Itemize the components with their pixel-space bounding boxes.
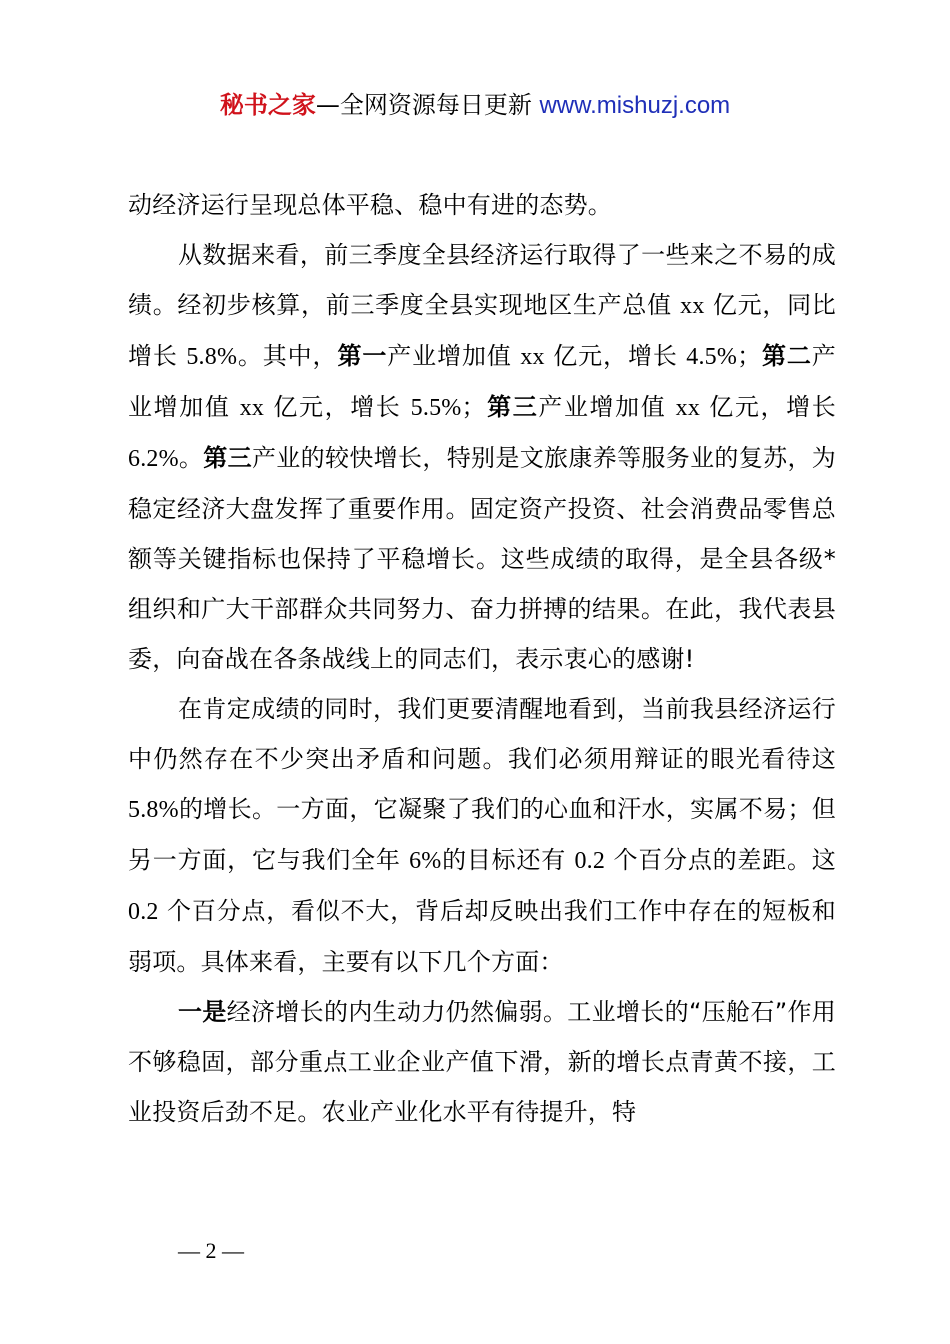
text-run: 产业的较快增长，特别是文旅康养等服务业的复苏，为稳定经济大盘发挥了重要作用。固定资产投资、社会消费品零售总额等关键指标也保持了平稳增长。这些成绩的取得，是全县各级*组织和广大干部群众共同努力、奋力拼搏的结果。在此，我代表县委，向奋战在各条战线上的同志们，表示衷心的感谢! (128, 444, 836, 673)
number-run: xx (239, 395, 265, 421)
text-run: 亿元，增长 (544, 342, 687, 370)
number-run: 6% (409, 848, 442, 874)
text-run: ； (737, 342, 762, 370)
number-run: 5.8% (128, 797, 179, 823)
text-run: 。其中， (237, 342, 338, 370)
number-run: 6.2% (128, 446, 179, 472)
number-run: xx (675, 395, 701, 421)
text-run: 的增长。一方面，它凝聚了我们的心血和汗水，实属不易；但另一方面，它与我们全年 (128, 795, 836, 874)
brand-name: 秘书之家 (219, 91, 316, 119)
paragraph-problems-intro (128, 684, 836, 987)
text-run: ； (461, 393, 486, 421)
page-number: — 2 — (178, 1238, 244, 1263)
document-body (128, 180, 836, 1137)
number-run: 0.2 (128, 899, 159, 925)
text-run: 动经济运行呈现总体平稳、稳中有进的态势。 (128, 191, 612, 219)
number-run: xx (680, 293, 705, 319)
text-run: 在肯定成绩的同时，我们更要清醒地看到，当前我县经济运行中仍然存在不少突出矛盾和问题。我们必须用辩证的眼光看待这 (128, 695, 836, 773)
number-run: 0.2 (574, 848, 606, 874)
text-run: 产业增加值 (538, 393, 676, 421)
bold-run: 第三 (203, 444, 252, 472)
number-run: 4.5% (686, 344, 738, 370)
number-run: xx (520, 344, 545, 370)
text-run: 亿元，增长 (264, 393, 411, 421)
text-run: 的目标还有 (441, 846, 575, 874)
site-header (0, 88, 950, 123)
text-run: 。 (178, 444, 204, 472)
paragraph-point-one (128, 987, 836, 1137)
text-run: 产业增加值 (128, 342, 836, 421)
header-tagline: —全网资源每日更新 (315, 91, 540, 119)
bold-run: 第三 (485, 393, 539, 421)
text-run: 个百分点的差距。这 (605, 846, 836, 874)
number-run: 5.8% (186, 344, 238, 370)
bold-run: 第二 (761, 342, 812, 370)
number-run: 5.5% (410, 395, 462, 421)
bold-run: 一是 (178, 998, 227, 1026)
site-url-link[interactable]: www.mishuzj.com (539, 92, 731, 119)
text-run: 亿元，增长 (700, 393, 836, 421)
text-run: 个百分点，看似不大，背后却反映出我们工作中存在的短板和弱项。具体来看，主要有以下几个方面： (128, 897, 836, 976)
text-run: 产业增加值 (387, 342, 521, 370)
text-run: 经济增长的内生动力仍然偏弱。工业增长的“压舱石”作用不够稳固，部分重点工业企业产值下滑，新的增长点青黄不接，工业投资后劲不足。农业产业化水平有待提升，特 (128, 998, 836, 1126)
paragraph-continuation (128, 180, 836, 230)
paragraph-data-overview (128, 230, 836, 684)
text-run: 亿元，同比增长 (128, 291, 836, 370)
bold-run: 第一 (337, 342, 388, 370)
text-run: 从数据来看，前三季度全县经济运行取得了一些来之不易的成绩。经初步核算，前三季度全县实现地区生产总值 (128, 241, 836, 319)
